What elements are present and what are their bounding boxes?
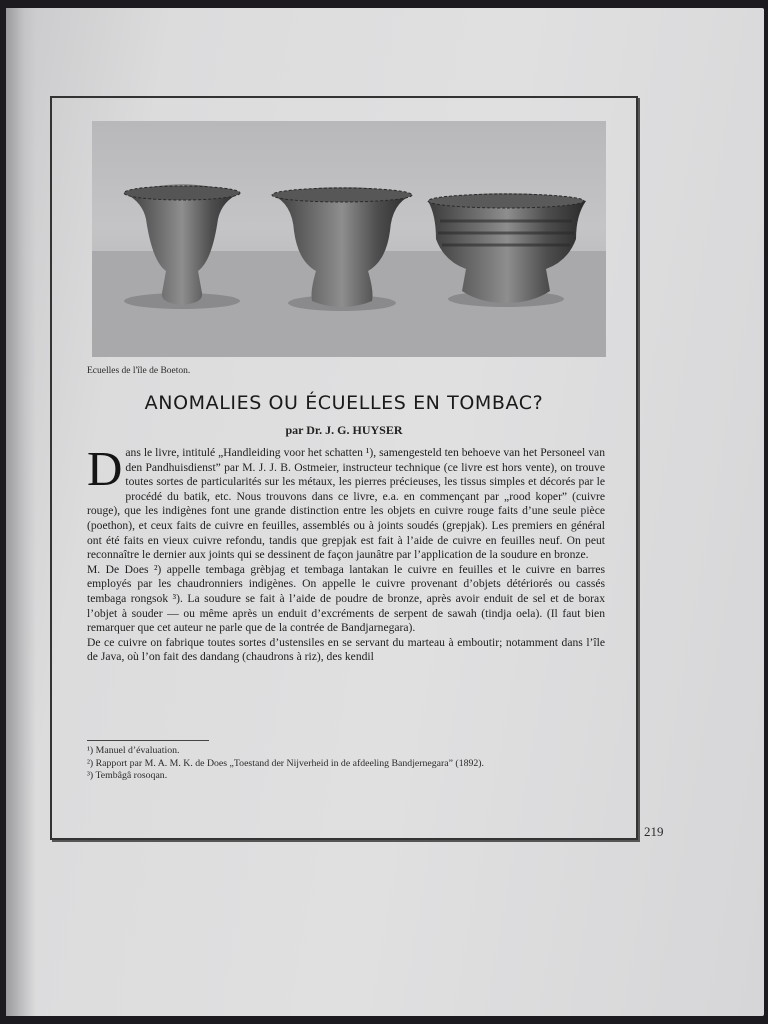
paragraph-1-text: ans le livre, intitulé „Handleiding voor het schatten ¹), samengesteld ten behoeve van het Personeel van den Pandhuisdienst” par M. J. J. B. Ostmeier, instructeur technique (ce livre est hors vente), on trouve toutes sortes de particularités sur les métaux, les pierres précieuses, les tissus simples et décorés par le procédé du batik, etc. Nous trouvons dans ce livre, e.a. en commençant par „rood koper” (cuivre rouge), que les indigènes font une grande distinction entre les objets en cuivre rouge faits d’une seule pièce (poethon), et ceux faits de cuivre en feuilles, assemblés ou à joints soudés (grepjak). Les premiers en général ont été faits en vieux cuivre refondu, tandis que grepjak est fait à l’aide de cuivre en feuilles neuf. On peut reconnaître le dernier aux joints qui se dessinent de façon jaunâtre par l’application de la soudure en bronze. [87, 446, 605, 562]
drop-cap: D [87, 446, 123, 496]
page-gutter-shadow [6, 8, 36, 1016]
page-number: 219 [644, 824, 664, 839]
footnotes [87, 745, 607, 783]
photo-caption: Ecuelles de l'île de Boeton. [87, 366, 191, 376]
paragraph-2: M. De Does ²) appelle tembaga grèbjag et tembaga lantakan le cuivre en feuilles et le cuivre en barres employés par les chaudronniers indigènes. On appelle le cuivre provenant d’objets détériorés ou cassés tembaga rongsok ³). La soudure se fait à l’aide de poudre de bronze, après avoir enduit de sel et de borax l’objet à souder — ou même après un enduit d’excréments de serpent de sawah (tindja oela). (Il faut bien remarquer que cet auteur ne parle que de la contrée de Bandjarnegara). [87, 562, 605, 635]
footnote-2: ²) Rapport par M. A. M. K. de Does „Toestand der Nijverheid in de afdeeling Bandjernegara” (1892). [87, 757, 484, 769]
article-author: par Dr. J. G. HUYSER [285, 423, 403, 437]
footnote-rule [87, 740, 209, 741]
footnote-3: ³) Tembâgâ rosoqan. [87, 770, 168, 782]
paragraph-3: De ce cuivre on fabrique toutes sortes d’ustensiles en se servant du marteau à emboutir; notamment dans l’île de Java, où l’on fait des dandang (chaudrons à riz), des kendil [87, 635, 605, 664]
article-body [87, 446, 605, 748]
article-title: ANOMALIES OU ÉCUELLES EN TOMBAC? [144, 392, 544, 414]
paragraph-1 [87, 446, 605, 563]
bowls-photo [92, 121, 606, 357]
bowls-illustration [92, 121, 606, 357]
footnote-1: ¹) Manuel d’évaluation. [87, 745, 180, 756]
